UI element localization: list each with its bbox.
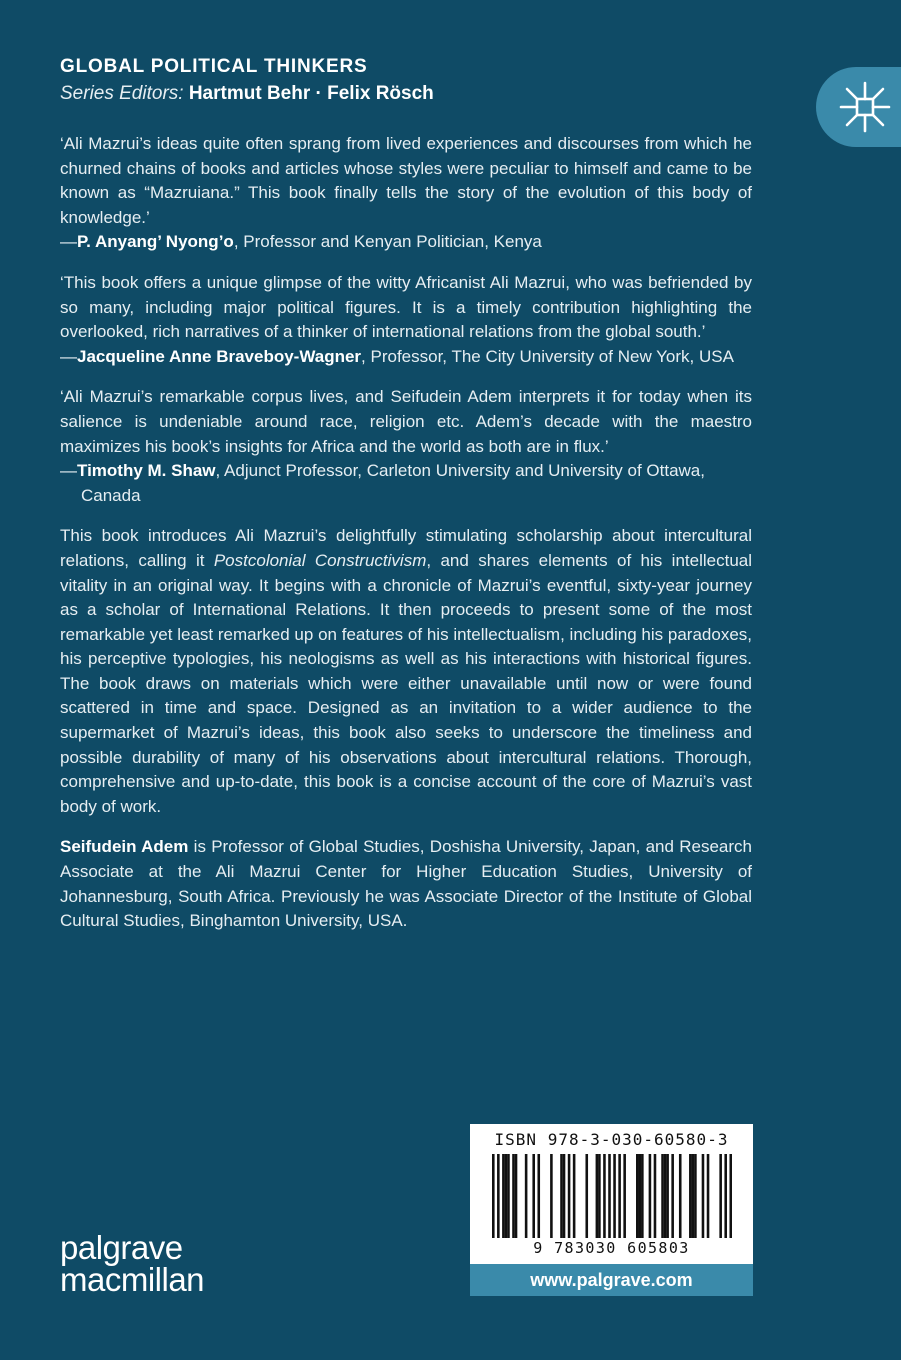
barcode-icon	[492, 1154, 732, 1238]
barcode-bar	[689, 1154, 692, 1238]
barcode-bar	[537, 1154, 540, 1238]
barcode-bar	[505, 1154, 508, 1238]
barcode-bar	[692, 1154, 695, 1238]
barcode-bar	[560, 1154, 563, 1238]
barcode-bar	[550, 1154, 553, 1238]
barcode-bar	[512, 1154, 515, 1238]
quote-text: ‘Ali Mazrui’s remarkable corpus lives, and Seifudein Adem interprets it for today when its salience is undeniable around race, religion etc. Adem’s decade with the maestro maximizes his book’s insights for Africa and the world as both are in flux.’	[60, 387, 752, 456]
barcode-bar	[608, 1154, 611, 1238]
barcode-bar	[664, 1154, 667, 1238]
series-header	[60, 56, 760, 108]
barcode-bar	[729, 1154, 732, 1238]
attribution-name: Jacqueline Anne Braveboy-Wagner	[77, 346, 362, 366]
description-text-end: , and shares elements of his intellectual vitality in an original way. It begins with a chronicle of Mazrui’s eventful, sixty-year journey as a scholar of International Relations. It then proceeds to present some of the most remarkable yet least remarked up on features of his intellectualism, including his paradoxes, his perceptive typologies, his neologisms as well as his interactions with historical figures. The book draws on materials which were either unavailable until now or were found scattered in time and space. Designed as an invitation to a wider audience to the supermarket of Mazrui’s ideas, this book also seeks to underscore the timeliness and possible durability of many of his observations about intercultural relations. Thorough, comprehensive and up-to-date, this book is a concise account of the core of Mazrui’s vast body of work.	[60, 550, 753, 816]
barcode-bar	[502, 1154, 505, 1238]
barcode-bar	[596, 1154, 599, 1238]
barcode-bar	[492, 1154, 495, 1238]
attribution-name: Timothy M. Shaw	[77, 461, 216, 481]
quote-attribution	[60, 345, 752, 370]
isbn-digits: 9 783030 605803	[533, 1239, 690, 1257]
attribution-role: , Professor, The City University of New York, USA	[361, 346, 734, 366]
barcode-bar	[525, 1154, 528, 1238]
barcode-bar	[618, 1154, 621, 1238]
barcode-bar	[661, 1154, 664, 1238]
series-editors-names: Hartmut Behr · Felix Rösch	[188, 83, 434, 104]
barcode-bar	[724, 1154, 727, 1238]
book-description	[60, 524, 752, 819]
barcode-bar	[636, 1154, 639, 1238]
quote-attribution	[60, 230, 752, 255]
attribution-dash: —	[60, 461, 77, 481]
barcode-bar	[532, 1154, 535, 1238]
quote-block-1	[60, 132, 752, 255]
description-emphasis: Postcolonial Constructivism	[213, 550, 427, 570]
series-title: GLOBAL POLITICAL THINKERS	[60, 56, 368, 77]
barcode-bar	[568, 1154, 571, 1238]
barcode-bar	[719, 1154, 722, 1238]
barcode-panel	[470, 1124, 753, 1264]
author-name: Seifudein Adem	[60, 837, 189, 857]
barcode-bar	[623, 1154, 626, 1238]
author-bio	[60, 835, 752, 933]
barcode-bar	[507, 1154, 510, 1238]
barcode-bar	[649, 1154, 652, 1238]
series-editors-label: Series Editors:	[60, 83, 184, 104]
publisher-line-1: palgrave	[60, 1229, 183, 1266]
barcode-bar	[598, 1154, 601, 1238]
series-editors	[60, 80, 760, 108]
barcode-bar	[679, 1154, 682, 1238]
barcode-bar	[603, 1154, 606, 1238]
description-text-start: This book introduces Ali Mazrui’s delightfully stimulating scholarship about intercultural relations, calling it	[60, 526, 752, 570]
attribution-role: , Adjunct Professor, Carleton University and University of Ottawa, Canada	[81, 461, 705, 505]
attribution-dash: —	[60, 346, 77, 366]
author-bio-text: is Professor of Global Studies, Doshisha University, Japan, and Research Associate at the Ali Mazrui Center for Higher Education Studies, University of Johannesburg, South Africa. Previously he was Associate Director of the Institute of Global Cultural Studies, Binghamton University, USA.	[60, 837, 752, 931]
publisher-url: www.palgrave.com	[470, 1264, 753, 1296]
barcode-bar	[654, 1154, 657, 1238]
barcode-bar	[497, 1154, 500, 1238]
quote-text: ‘Ali Mazrui’s ideas quite often sprang from lived experiences and discourses from which he churned chains of books and articles whose styles were peculiar to himself and came to be known as “Mazruiana.” This book finally tells the story of the evolution of this body of knowledge.’	[60, 134, 752, 227]
quote-block-2	[60, 271, 752, 369]
palgrave-logo-icon	[838, 80, 892, 134]
barcode-bar	[694, 1154, 697, 1238]
barcode-bar	[707, 1154, 710, 1238]
attribution-dash: —	[60, 232, 77, 252]
barcode-bar	[613, 1154, 616, 1238]
quote-text: ‘This book offers a unique glimpse of the witty Africanist Ali Mazrui, who was befriended by so many, including major political figures. It is a timely contribution highlighting the overlooked, rich narratives of a thinker of international relations from the global south.’	[60, 272, 752, 342]
quote-attribution	[60, 459, 752, 508]
barcode-bar	[639, 1154, 642, 1238]
barcode-bar	[671, 1154, 674, 1238]
publisher-line-2: macmillan	[60, 1261, 205, 1298]
attribution-name: P. Anyang’ Nyong’o	[77, 232, 234, 252]
barcode-bar	[585, 1154, 588, 1238]
barcode-bar	[641, 1154, 644, 1238]
barcode-bar	[563, 1154, 566, 1238]
barcode-bar	[666, 1154, 669, 1238]
publisher-wordmark	[60, 1229, 205, 1298]
isbn-label: ISBN 978-3-030-60580-3	[494, 1130, 729, 1149]
barcode-bar	[573, 1154, 576, 1238]
attribution-role: , Professor and Kenyan Politician, Kenya	[233, 232, 542, 252]
barcode-bar	[515, 1154, 518, 1238]
barcode-bar	[702, 1154, 705, 1238]
palgrave-logo-badge	[816, 67, 901, 147]
back-cover-text	[60, 132, 752, 950]
quote-block-3	[60, 385, 752, 508]
